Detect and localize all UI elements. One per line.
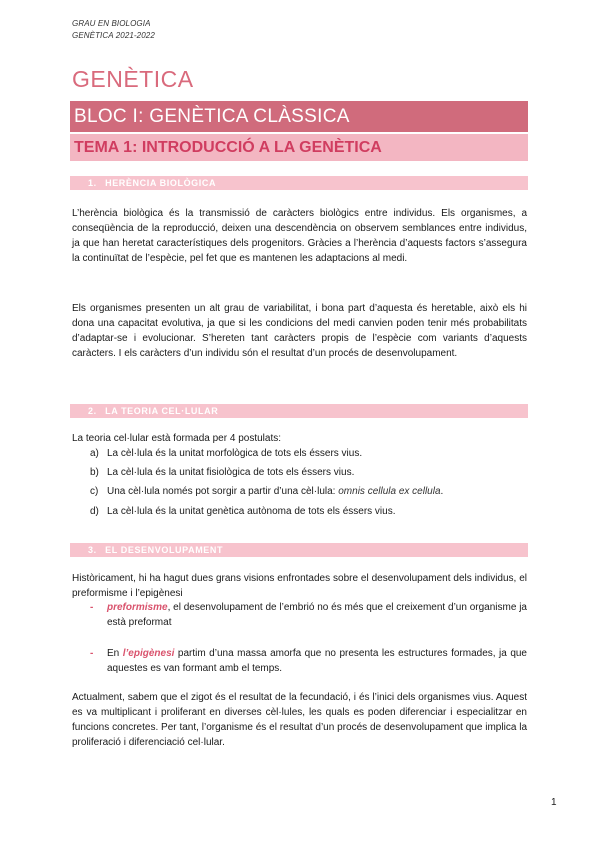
list-intro: La teoria cel·lular està formada per 4 postulats: [72,433,281,444]
term-preformisme: preformisme [107,602,168,613]
list-marker: a) [90,448,99,459]
section-heading-1 [70,176,528,190]
section-heading-2 [70,404,528,418]
list-item [90,505,396,519]
section-number: 3. [88,545,97,555]
bloc-heading: BLOC I: GENÈTICA CLÀSSICA [70,101,528,132]
list-text: , el desenvolupament de l’embrió no és més que el creixement d’un organisme ja està preformat [107,602,527,628]
paragraph: Històricament, hi ha hagut dues grans visions enfrontades sobre el desenvolupament dels individus, el preformisme i l’epigènesi [72,573,527,600]
section-title: HERÈNCIA BIOLÒGICA [105,178,217,188]
section-heading-3 [70,543,528,557]
term-epigenesi: l’epigènesi [122,648,175,659]
header-course: GENÈTICA 2021-2022 [72,31,155,40]
paragraph: L’herència biològica és la transmissió de caràcters biològics entre individus. Els organismes, a conseqüència de la reproducció, deixen una descendència on observem semblances entre individus, ja que han heretat característiques dels progenitors. Gràcies a l’herència d’aquests factors s’assegura la continuïtat de l’espècie, pel fet que es mantenen les adaptacions al medi. [72,208,527,265]
list-item [90,466,354,480]
list-text: La cèl·lula és la unitat morfològica de tots els éssers vius. [107,448,363,459]
list-text: partim d’una massa amorfa que no presenta les estructures formades, ja que aquestes es van formant amb el temps. [107,648,527,674]
list-text: Una cèl·lula només pot sorgir a partir d’una cèl·lula: [107,486,339,497]
list-text-end: . [440,486,444,497]
dash-marker: - [90,648,94,659]
paragraph: Actualment, sabem que el zigot és el resultat de la fecundació, i és l’inici dels organismes vius. Aquest es va multiplicant i proliferant en diverses cèl·lules, les quals es poden diferenciar i especialitzar en funcions concretes. Per tant, l’organisme és el resultat d’un procés de desenvolupament que implica la proliferació i diferenciació cel·lular. [72,692,527,749]
section-title: LA TEORIA CEL·LULAR [105,406,219,416]
paragraph: Els organismes presenten un alt grau de variabilitat, i bona part d’aquesta és heretable, això els hi dona una capacitat evolutiva, ja que si les condicions del medi canvien poden tenir més probabilitats d’adaptar-se i evolucionar. S’hereten tant caràcters propis de l’espècie com variants d’aquests caràcters. I els caràcters d’un individu són el resultat d’un procés de desenvolupament. [72,303,527,360]
list-marker: c) [90,486,99,497]
list-item [90,646,527,676]
document-title: GENÈTICA [72,66,194,92]
dash-marker: - [90,602,94,613]
section-number: 2. [88,406,97,416]
list-item [90,600,527,630]
list-item [90,447,362,461]
header-degree: GRAU EN BIOLOGIA [72,19,151,28]
tema-heading: TEMA 1: INTRODUCCIÓ A LA GENÈTICA [70,134,528,161]
latin-phrase: omnis cellula ex cellula [338,486,441,497]
list-text: La cèl·lula és la unitat genètica autònoma de tots els éssers vius. [107,506,396,517]
section-number: 1. [88,178,97,188]
section-title: EL DESENVOLUPAMENT [105,545,224,555]
list-marker: b) [90,467,99,478]
list-marker: d) [90,506,99,517]
list-text-start: En [107,648,123,659]
page-number: 1 [551,797,557,808]
list-item [90,485,443,499]
list-text: La cèl·lula és la unitat fisiològica de tots els éssers vius. [107,467,355,478]
